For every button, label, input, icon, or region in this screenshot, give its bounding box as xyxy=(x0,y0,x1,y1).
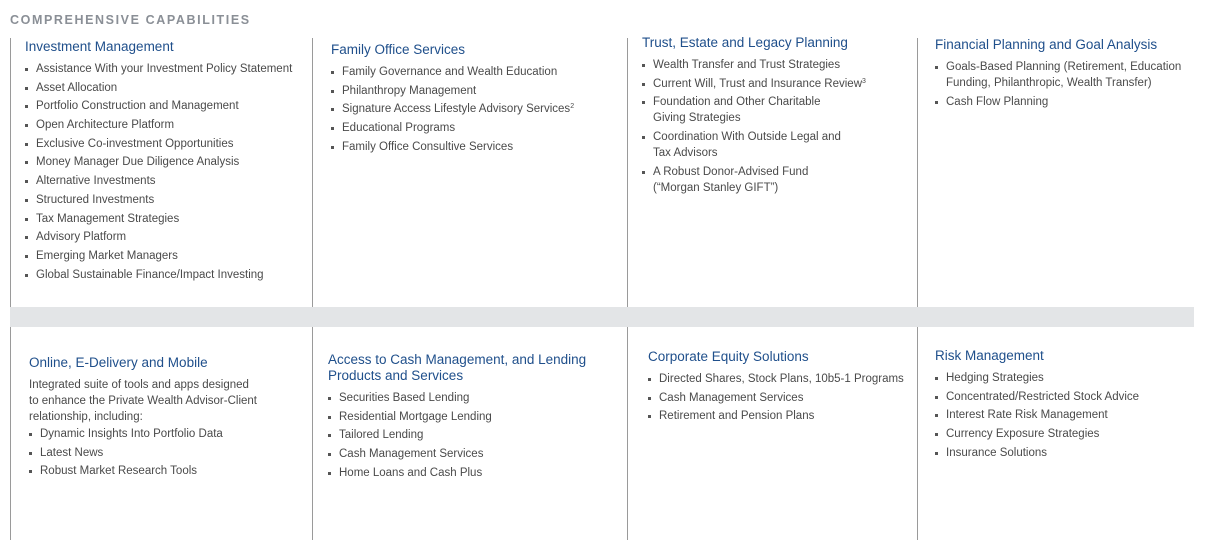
section-title: Risk Management xyxy=(935,348,1044,363)
section-title: Investment Management xyxy=(25,39,174,54)
list-item: Assistance With your Investment Policy Statement xyxy=(25,61,310,77)
list-item: Insurance Solutions xyxy=(935,445,1195,461)
list-item: Currency Exposure Strategies xyxy=(935,426,1195,442)
list-item: A Robust Donor-Advised Fund (“Morgan Stanley GIFT”) xyxy=(642,164,912,196)
capability-investment-management xyxy=(25,39,310,285)
divider xyxy=(917,38,918,307)
section-title: Trust, Estate and Legacy Planning xyxy=(642,35,848,50)
list-item: Coordination With Outside Legal and Tax Advisors xyxy=(642,129,912,161)
section-separator-band xyxy=(10,307,1194,327)
list-item: Educational Programs xyxy=(331,120,621,136)
list-item: Latest News xyxy=(29,445,309,461)
capability-list xyxy=(935,59,1195,110)
footnote-marker: 3 xyxy=(862,77,866,85)
divider xyxy=(10,38,11,307)
list-item: Tax Management Strategies xyxy=(25,211,310,227)
list-item: Cash Management Services xyxy=(648,390,913,406)
list-item: Open Architecture Platform xyxy=(25,117,310,133)
list-item: Philanthropy Management xyxy=(331,83,621,99)
capability-risk-management xyxy=(935,348,1195,463)
list-item-text: Current Will, Trust and Insurance Review xyxy=(653,77,862,90)
list-item: Concentrated/Restricted Stock Advice xyxy=(935,389,1195,405)
capability-online-edelivery-mobile xyxy=(29,355,309,482)
capability-list xyxy=(29,426,309,479)
list-item: Residential Mortgage Lending xyxy=(328,409,623,425)
footnote-marker: 2 xyxy=(570,103,575,111)
list-item: Cash Flow Planning xyxy=(935,94,1195,110)
divider xyxy=(10,327,11,540)
list-item: Asset Allocation xyxy=(25,80,310,96)
list-item: Money Manager Due Diligence Analysis xyxy=(25,154,310,170)
list-item: Family Office Consultive Services xyxy=(331,139,621,155)
list-item: Dynamic Insights Into Portfolio Data xyxy=(29,426,309,442)
list-item: Alternative Investments xyxy=(25,173,310,189)
list-item: Hedging Strategies xyxy=(935,370,1195,386)
list-item: Global Sustainable Finance/Impact Investing xyxy=(25,267,310,283)
list-item-text: Signature Access Lifestyle Advisory Services xyxy=(342,103,571,116)
section-title: Family Office Services xyxy=(331,42,466,57)
capability-list xyxy=(648,371,913,424)
capability-list xyxy=(25,61,310,283)
capability-cash-management-lending xyxy=(328,352,623,483)
list-item: Foundation and Other Charitable Giving Strategies xyxy=(642,94,912,126)
capability-family-office-services xyxy=(331,42,621,157)
divider xyxy=(312,327,313,540)
list-item: Interest Rate Risk Management xyxy=(935,407,1195,423)
list-item xyxy=(642,76,912,92)
capability-financial-planning xyxy=(935,37,1195,112)
list-item xyxy=(331,101,621,117)
section-title: Financial Planning and Goal Analysis xyxy=(935,37,1158,52)
divider xyxy=(627,38,628,307)
section-title: Corporate Equity Solutions xyxy=(648,349,809,364)
capability-corporate-equity xyxy=(648,349,913,427)
list-item: Cash Management Services xyxy=(328,446,623,462)
list-item: Portfolio Construction and Management xyxy=(25,98,310,114)
section-title: Online, E-Delivery and Mobile xyxy=(29,355,208,370)
list-item: Home Loans and Cash Plus xyxy=(328,465,623,481)
list-item: Advisory Platform xyxy=(25,229,310,245)
list-item: Securities Based Lending xyxy=(328,390,623,406)
section-intro: Integrated suite of tools and apps designed to enhance the Private Wealth Advisor-Client relationship, including: xyxy=(29,379,257,423)
list-item: Retirement and Pension Plans xyxy=(648,408,913,424)
capability-list xyxy=(331,64,621,155)
capability-list xyxy=(328,390,623,481)
list-item: Wealth Transfer and Trust Strategies xyxy=(642,57,912,73)
list-item: Robust Market Research Tools xyxy=(29,463,309,479)
capability-list xyxy=(642,57,912,196)
divider xyxy=(312,38,313,307)
page-title: COMPREHENSIVE CAPABILITIES xyxy=(10,13,251,27)
list-item: Family Governance and Wealth Education xyxy=(331,64,621,80)
divider xyxy=(627,327,628,540)
list-item: Structured Investments xyxy=(25,192,310,208)
list-item: Goals-Based Planning (Retirement, Education Funding, Philanthropic, Wealth Transfer) xyxy=(935,59,1195,91)
capability-trust-estate-legacy xyxy=(642,35,912,198)
section-title: Access to Cash Management, and Lending Products and Services xyxy=(328,352,587,383)
divider xyxy=(917,327,918,540)
list-item: Emerging Market Managers xyxy=(25,248,310,264)
list-item: Exclusive Co-investment Opportunities xyxy=(25,136,310,152)
capability-list xyxy=(935,370,1195,461)
list-item: Tailored Lending xyxy=(328,427,623,443)
list-item: Directed Shares, Stock Plans, 10b5-1 Programs xyxy=(648,371,913,387)
